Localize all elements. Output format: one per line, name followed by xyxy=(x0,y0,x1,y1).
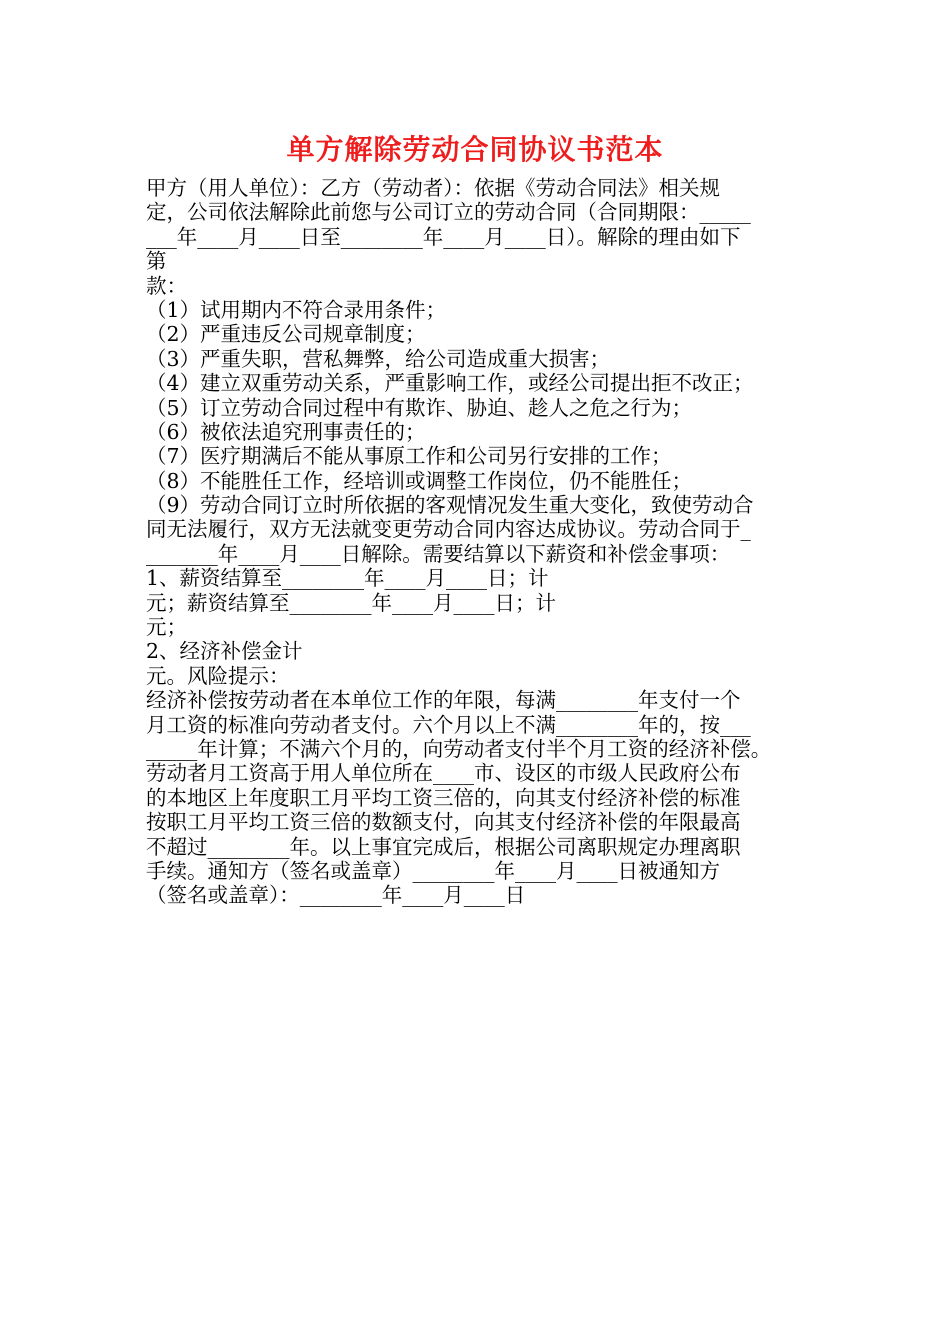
body-line: 同无法履行，双方无法就变更劳动合同内容达成协议。劳动合同于_ xyxy=(146,517,751,542)
clause-item: （1）试用期内不符合录用条件； xyxy=(146,297,447,322)
body-line: ___年____月____日至________年____月____日）。解除的理由如下 xyxy=(146,224,741,249)
clause-item: （9）劳动合同订立时所依据的客观情况发生重大变化，致使劳动合 xyxy=(146,493,754,518)
settlement-line: 1、薪资结算至________年____月____日；计 xyxy=(146,566,549,591)
body-line: 经济补偿按劳动者在本单位工作的年限，每满________年支付一个 xyxy=(146,688,741,713)
clause-item: （3）严重失职，营私舞弊，给公司造成重大损害； xyxy=(146,346,611,371)
body-line: 劳动者月工资高于用人单位所在____市、设区的市级人民政府公布 xyxy=(146,761,741,786)
clause-item: （2）严重违反公司规章制度； xyxy=(146,322,426,347)
clause-item: （6）被依法追究刑事责任的； xyxy=(146,419,426,444)
body-line: 第 xyxy=(146,249,167,274)
compensation-line: 2、经济补偿金计 xyxy=(146,639,303,664)
settlement-line: 元； xyxy=(146,615,187,640)
settlement-line: 元；薪资结算至________年____月____日；计 xyxy=(146,590,556,615)
signature-line: （签名或盖章）：________年____月____日 xyxy=(146,883,526,908)
body-line: 甲方（用人单位）：乙方（劳动者）：依据《劳动合同法》相关规 xyxy=(146,176,720,200)
body-line: 月工资的标准向劳动者支付。六个月以上不满________年的，按___ xyxy=(146,712,751,737)
clause-item: （8）不能胜任工作，经培训或调整工作岗位，仍不能胜任； xyxy=(146,468,693,493)
body-line: 款： xyxy=(146,273,187,298)
clause-item: （4）建立双重劳动关系，严重影响工作，或经公司提出拒不改正； xyxy=(146,371,754,396)
body-line: 定，公司依法解除此前您与公司订立的劳动合同（合同期限：_____ xyxy=(146,200,751,225)
body-line: 不超过________年。以上事宜完成后，根据公司离职规定办理离职 xyxy=(146,834,741,859)
body-line: 按职工月平均工资三倍的数额支付，向其支付经济补偿的年限最高 xyxy=(146,810,741,835)
document-title: 单方解除劳动合同协议书范本 xyxy=(286,133,664,166)
body-line: _____年计算；不满六个月的，向劳动者支付半个月工资的经济补偿。 xyxy=(146,736,772,761)
risk-notice-heading: 元。风险提示： xyxy=(146,663,290,688)
clause-item: （7）医疗期满后不能从事原工作和公司另行安排的工作； xyxy=(146,444,672,469)
document-body xyxy=(146,176,816,908)
body-line: _______年____月____日解除。需要结算以下薪资和补偿金事项： xyxy=(146,541,731,566)
body-line: 的本地区上年度职工月平均工资三倍的，向其支付经济补偿的标准 xyxy=(146,785,741,810)
signature-line: 手续。通知方（签名或盖章）________年____月____日被通知方 xyxy=(146,858,720,883)
clause-item: （5）订立劳动合同过程中有欺诈、胁迫、趁人之危之行为； xyxy=(146,395,693,420)
